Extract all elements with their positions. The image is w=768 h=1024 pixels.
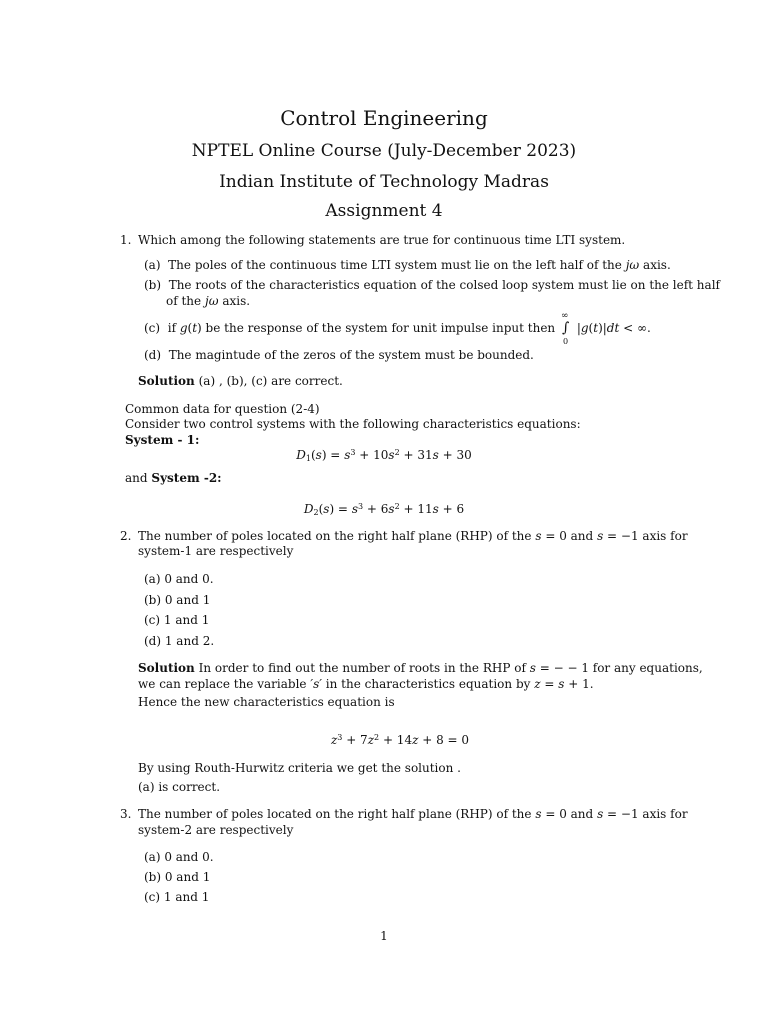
question-2-text-line2: system-1 are respectively: [138, 544, 294, 558]
question-1-number: 1.: [120, 233, 132, 247]
system-2-equation: $D_2(s) = s^3 + 6s^2 + 11s + 6$: [303, 502, 465, 517]
transformed-equation: $z^3 + 7z^2 + 14z + 8 = 0$: [330, 733, 470, 747]
q2-solution-line2: we can replace the variable ′s′ in the characteristics equation by z = s + 1.: [138, 677, 594, 691]
q1-option-b-line2: of the jω axis.: [166, 294, 251, 308]
q2-solution-line1: Solution In order to find out the number of roots in the RHP of s = − − 1 for any equations,: [138, 661, 703, 675]
question-3-number: 3.: [120, 807, 132, 821]
q2-option-d: (d) 1 and 2.: [144, 634, 215, 648]
assignment-title: Assignment 4: [325, 201, 443, 221]
question-2-text: The number of poles located on the right half plane (RHP) of the s = 0 and s = −1 axis for: [138, 529, 688, 543]
document-title: Control Engineering: [280, 106, 488, 130]
system-1-label: System - 1:: [125, 433, 200, 447]
question-3-text-line2: system-2 are respectively: [138, 823, 294, 837]
question-1-text: Which among the following statements are true for continuous time LTI system.: [138, 233, 626, 247]
system-1-equation: $D_1(s) = s^3 + 10s^2 + 31s + 30$: [296, 448, 472, 463]
q2-option-a: (a) 0 and 0.: [144, 572, 214, 586]
q2-option-c: (c) 1 and 1: [144, 613, 210, 627]
common-data-description: Consider two control systems with the following characteristics equations:: [125, 417, 581, 431]
system-2-label: and System -2:: [125, 471, 222, 485]
institute-name: Indian Institute of Technology Madras: [219, 172, 549, 192]
q2-option-b: (b) 0 and 1: [144, 593, 211, 607]
q1-option-d: (d) The magintude of the zeros of the system must be bounded.: [144, 348, 534, 362]
q2-correct-answer: (a) is correct.: [138, 780, 221, 794]
q1-solution: Solution (a) , (b), (c) are correct.: [138, 374, 343, 388]
q1-option-a: (a) The poles of the continuous time LTI system must lie on the left half of the jω axis.: [144, 258, 671, 272]
page-number: 1: [380, 929, 388, 943]
integral-symbol: ∞ ∫ 0: [561, 310, 570, 346]
q1-option-b: (b) The roots of the characteristics equation of the colsed loop system must lie on the left half: [144, 278, 720, 292]
q2-solution-line3: Hence the new characteristics equation is: [138, 695, 395, 709]
q2-routh-line: By using Routh-Hurwitz criteria we get the solution .: [138, 761, 461, 775]
q1-option-c: (c) if g(t) be the response of the system for unit impulse input then ∞ ∫ 0 |g(t)|dt < ∞.: [144, 310, 651, 346]
question-3-text: The number of poles located on the right half plane (RHP) of the s = 0 and s = −1 axis for: [138, 807, 688, 821]
q3-option-b: (b) 0 and 1: [144, 870, 211, 884]
question-2-number: 2.: [120, 529, 132, 543]
q3-option-c: (c) 1 and 1: [144, 890, 210, 904]
course-name: NPTEL Online Course (July-December 2023): [191, 141, 577, 161]
q3-option-a: (a) 0 and 0.: [144, 850, 214, 864]
common-data-heading: Common data for question (2-4): [125, 402, 320, 416]
